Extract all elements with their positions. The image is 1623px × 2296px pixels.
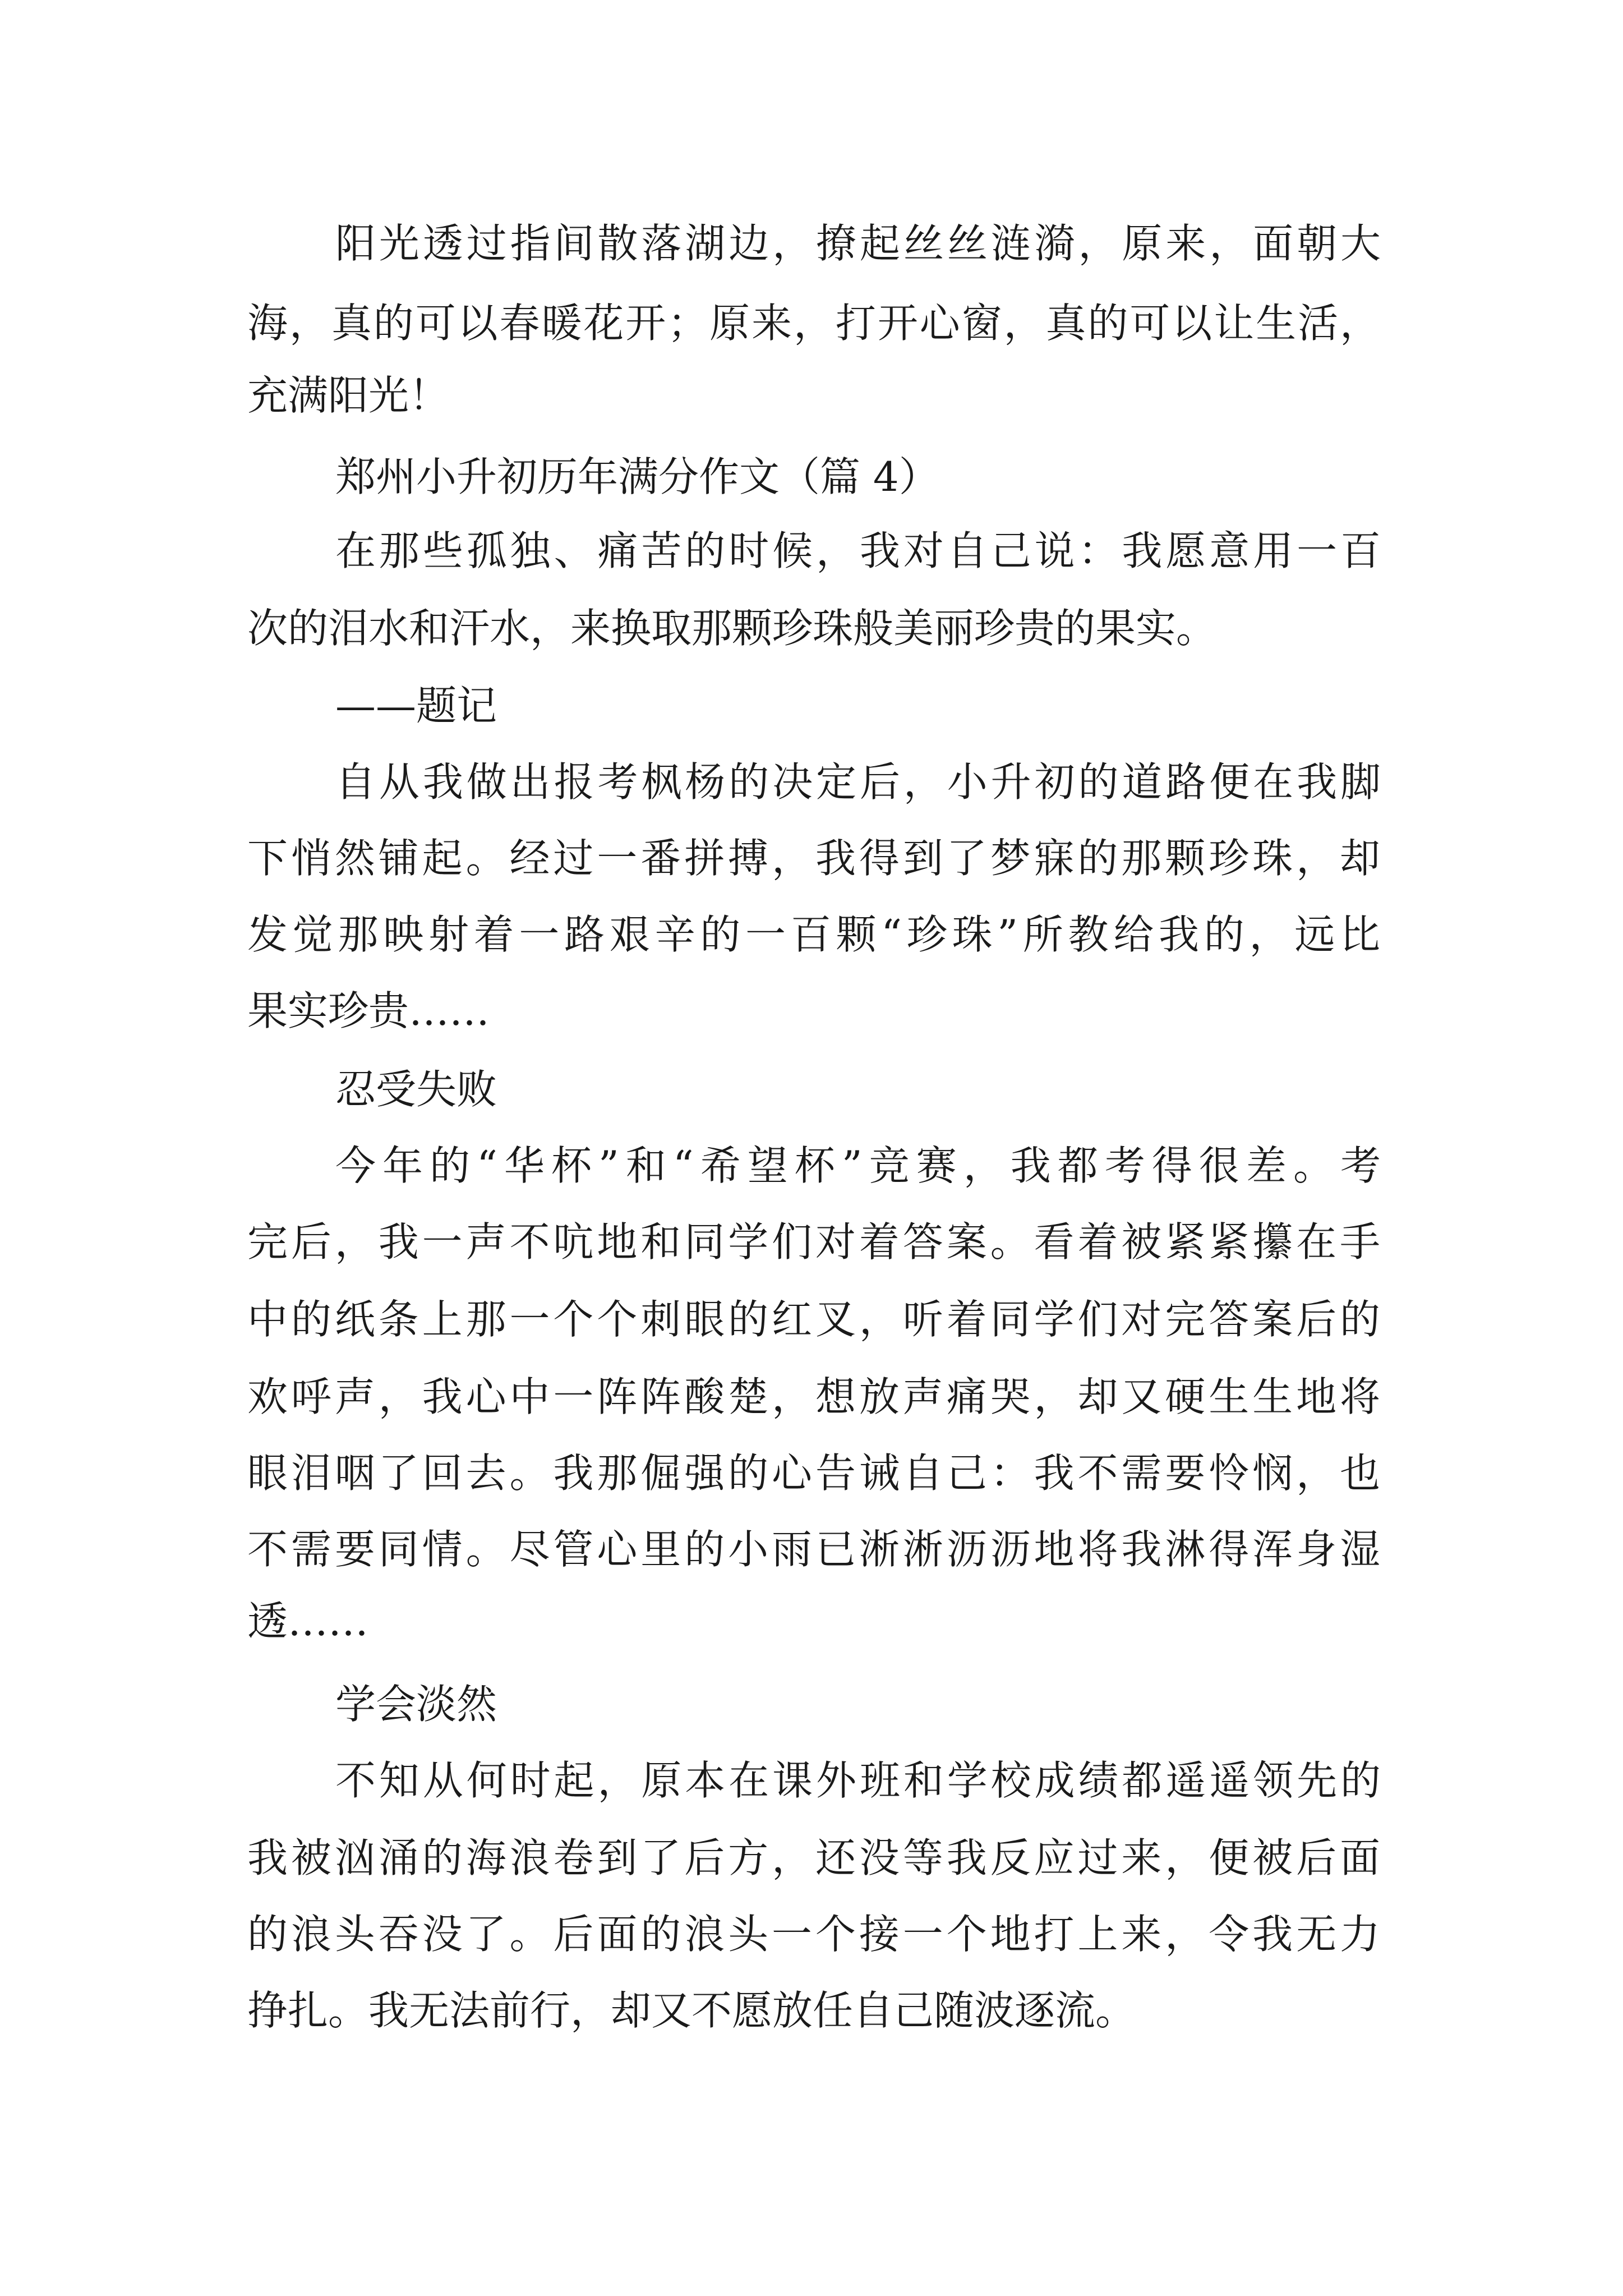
- text-line: 次的泪水和汗水，来换取那颗珍珠般美丽珍贵的果实。: [247, 605, 1217, 652]
- text-line: 不需要同情。尽管心里的小雨已淅淅沥沥地将我淋得浑身湿: [247, 1526, 1380, 1573]
- text-line: 不知从何时起，原本在课外班和学校成绩都遥遥领先的: [335, 1757, 1381, 1804]
- text-line: 眼泪咽了回去。我那倔强的心告诫自己：我不需要怜悯，也: [247, 1450, 1380, 1497]
- text-line: 发觉那映射着一路艰辛的一百颗“珍珠”所教给我的，远比: [247, 911, 1380, 958]
- text-line: 在那些孤独、痛苦的时候，我对自己说：我愿意用一百: [335, 527, 1381, 574]
- text-line: 自从我做出报考枫杨的决定后，小升初的道路便在我脚: [335, 758, 1381, 806]
- text-line: 果实珍贵……: [247, 987, 490, 1034]
- text-line: 充满阳光！: [247, 372, 450, 419]
- subheading: 忍受失败: [335, 1066, 497, 1113]
- text-line: 下悄然铺起。经过一番拼搏，我得到了梦寐的那颗珍珠，却: [247, 835, 1380, 882]
- text-line: 中的纸条上那一个个刺眼的红叉，听着同学们对完答案后的: [247, 1296, 1380, 1343]
- text-line: 透……: [247, 1598, 369, 1645]
- text-line: 今年的“华杯”和“希望杯”竞赛，我都考得很差。考: [335, 1142, 1381, 1189]
- text-line: 欢呼声，我心中一阵阵酸楚，想放声痛哭，却又硬生生地将: [247, 1373, 1380, 1420]
- text-line: 阳光透过指间散落湖边，撩起丝丝涟漪，原来，面朝大: [335, 220, 1381, 267]
- epigraph-attribution: ——题记: [335, 682, 497, 729]
- text-line: 的浪头吞没了。后面的浪头一个接一个地打上来，令我无力: [247, 1911, 1380, 1958]
- text-line: 海，真的可以春暖花开；原来，打开心窗，真的可以让生活，: [247, 300, 1380, 347]
- subheading: 学会淡然: [335, 1681, 497, 1728]
- text-line: 完后，我一声不吭地和同学们对着答案。看着被紧紧攥在手: [247, 1218, 1380, 1266]
- text-line: 我被汹涌的海浪卷到了后方，还没等我反应过来，便被后面: [247, 1834, 1380, 1881]
- text-line: 挣扎。我无法前行，却又不愿放任自己随波逐流。: [247, 1987, 1136, 2034]
- section-title: 郑州小升初历年满分作文（篇 4）: [335, 453, 939, 500]
